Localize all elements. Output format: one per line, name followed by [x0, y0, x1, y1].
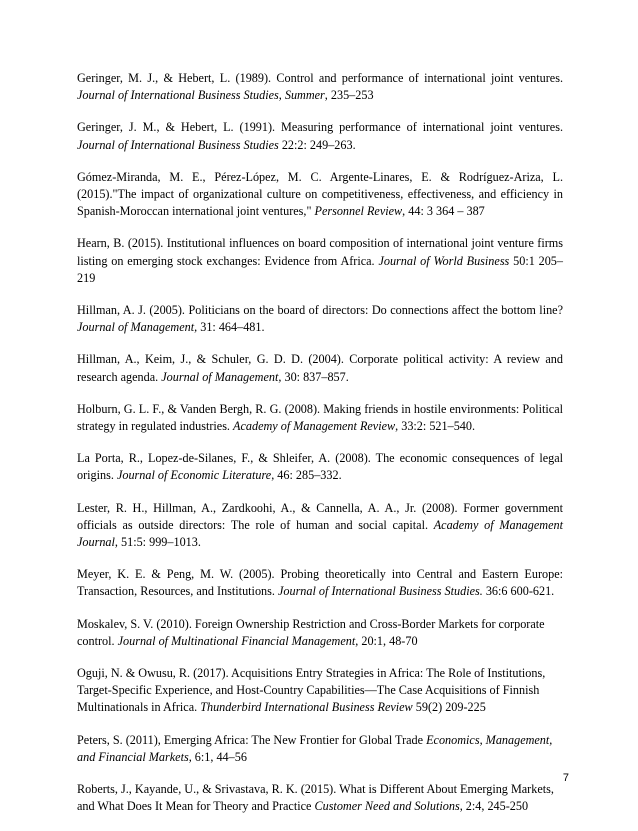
reference-details: 50:1 205–219	[77, 253, 563, 285]
reference-text: Hillman, A., Keim, J., & Schuler, G. D. D. (2004). Corporate political activity: A review and research agenda.	[77, 352, 563, 384]
reference-journal: Economics, Management, and Financial Markets,	[77, 732, 553, 764]
reference-journal: Thunderbird International Business Review	[200, 700, 413, 715]
reference-journal: Journal of International Business Studies, Summer	[77, 88, 325, 103]
reference-journal: Journal of World Business	[378, 253, 510, 268]
reference-text: Hillman, A. J. (2005). Politicians on the board of directors: Do connections affect the bottom line?	[77, 303, 563, 318]
reference-entry	[77, 119, 563, 153]
reference-text: Oguji, N. & Owusu, R. (2017). Acquisitions Entry Strategies in Africa: The Role of Institutions, Target-Specific Experience, and Host-Country Capabilities—The Case Acquisitions of Finnish Multinationals in Africa.	[77, 666, 546, 715]
reference-details: 31: 464–481.	[197, 320, 265, 335]
reference-journal: Journal of Economic Literature	[116, 468, 272, 483]
reference-text: Geringer, J. M., & Hebert, L. (1991). Measuring performance of international joint ventures.	[77, 120, 563, 135]
reference-text: Gómez-Miranda, M. E., Pérez-López, M. C. Argente-Linares, E. & Rodríguez-Ariza, L. (2015)."The impact of organizational culture on competitiveness, effectiveness, and efficiency in Spanish-Moroccan international joint ventures,"	[77, 169, 563, 219]
reference-list	[77, 70, 563, 831]
reference-details: 22:2: 249–263.	[278, 137, 356, 152]
reference-entry	[77, 732, 563, 766]
reference-entry	[77, 302, 563, 336]
reference-journal: Journal of International Business Studies.	[277, 584, 483, 599]
reference-journal: Journal of International Business Studies	[77, 137, 279, 152]
reference-journal: Academy of Management Review	[233, 419, 396, 434]
reference-details: , 44: 3 364 – 387	[402, 204, 485, 219]
reference-text: Holburn, G. L. F., & Vanden Bergh, R. G. (2008). Making friends in hostile environments: Political strategy in regulated industries.	[77, 401, 563, 434]
reference-entry	[77, 781, 563, 815]
reference-journal: Personnel Review	[314, 204, 403, 219]
reference-text: Peters, S. (2011), Emerging Africa: The New Frontier for Global Trade	[77, 732, 427, 747]
reference-entry	[77, 616, 563, 650]
reference-details: , 20:1, 48-70	[355, 633, 418, 648]
reference-details: 6:1, 44–56	[191, 749, 247, 764]
reference-journal: Journal of Multinational Financial Management	[117, 633, 356, 648]
reference-entry	[77, 566, 563, 600]
reference-entry	[77, 500, 563, 552]
reference-entry	[77, 169, 563, 221]
reference-details: , 2:4, 245-250	[459, 799, 529, 814]
reference-journal: Journal of Management,	[161, 369, 282, 384]
reference-details: , 46: 285–332.	[271, 468, 342, 483]
reference-text: Lester, R. H., Hillman, A., Zardkoohi, A., & Cannella, A. A., Jr. (2008). Former government officials as outside directors: The role of human and social capital.	[77, 500, 563, 532]
reference-journal: Journal of Management,	[77, 320, 198, 335]
reference-details: , 33:2: 521–540.	[395, 419, 476, 434]
reference-journal: Academy of Management Journal	[77, 517, 563, 550]
reference-text: Meyer, K. E. & Peng, M. W. (2005). Probing theoretically into Central and Eastern Europe: Transaction, Resources, and Institutions.	[77, 567, 563, 599]
reference-details: 59(2) 209-225	[412, 700, 486, 715]
reference-details: 30: 837–857.	[281, 369, 349, 384]
reference-text: Geringer, M. J., & Hebert, L. (1989). Control and performance of international joint ventures.	[77, 71, 563, 85]
reference-text: Hearn, B. (2015). Institutional influences on board composition of international joint venture firms listing on emerging stock exchanges: Evidence from Africa.	[77, 236, 563, 268]
reference-entry	[77, 665, 563, 717]
page-number: 7	[562, 772, 569, 784]
reference-entry	[77, 70, 563, 104]
reference-text: La Porta, R., Lopez-de-Silanes, F., & Shleifer, A. (2008). The economic consequences of legal origins.	[77, 451, 563, 483]
reference-entry	[77, 351, 563, 385]
reference-entry	[77, 450, 563, 484]
reference-entry	[77, 401, 563, 435]
reference-text: Roberts, J., Kayande, U., & Srivastava, R. K. (2015). What is Different About Emerging Markets, and What Does It Mean for Theory and Practice	[77, 782, 554, 814]
reference-details: , 51:5: 999–1013.	[114, 535, 201, 550]
reference-details: , 235–253	[324, 88, 374, 103]
reference-details: 36:6 600-621.	[482, 584, 555, 599]
reference-entry	[77, 235, 563, 287]
reference-text: Moskalev, S. V. (2010). Foreign Ownership Restriction and Cross-Border Markets for corporate control.	[77, 616, 545, 648]
reference-journal: Customer Need and Solutions	[314, 799, 460, 814]
